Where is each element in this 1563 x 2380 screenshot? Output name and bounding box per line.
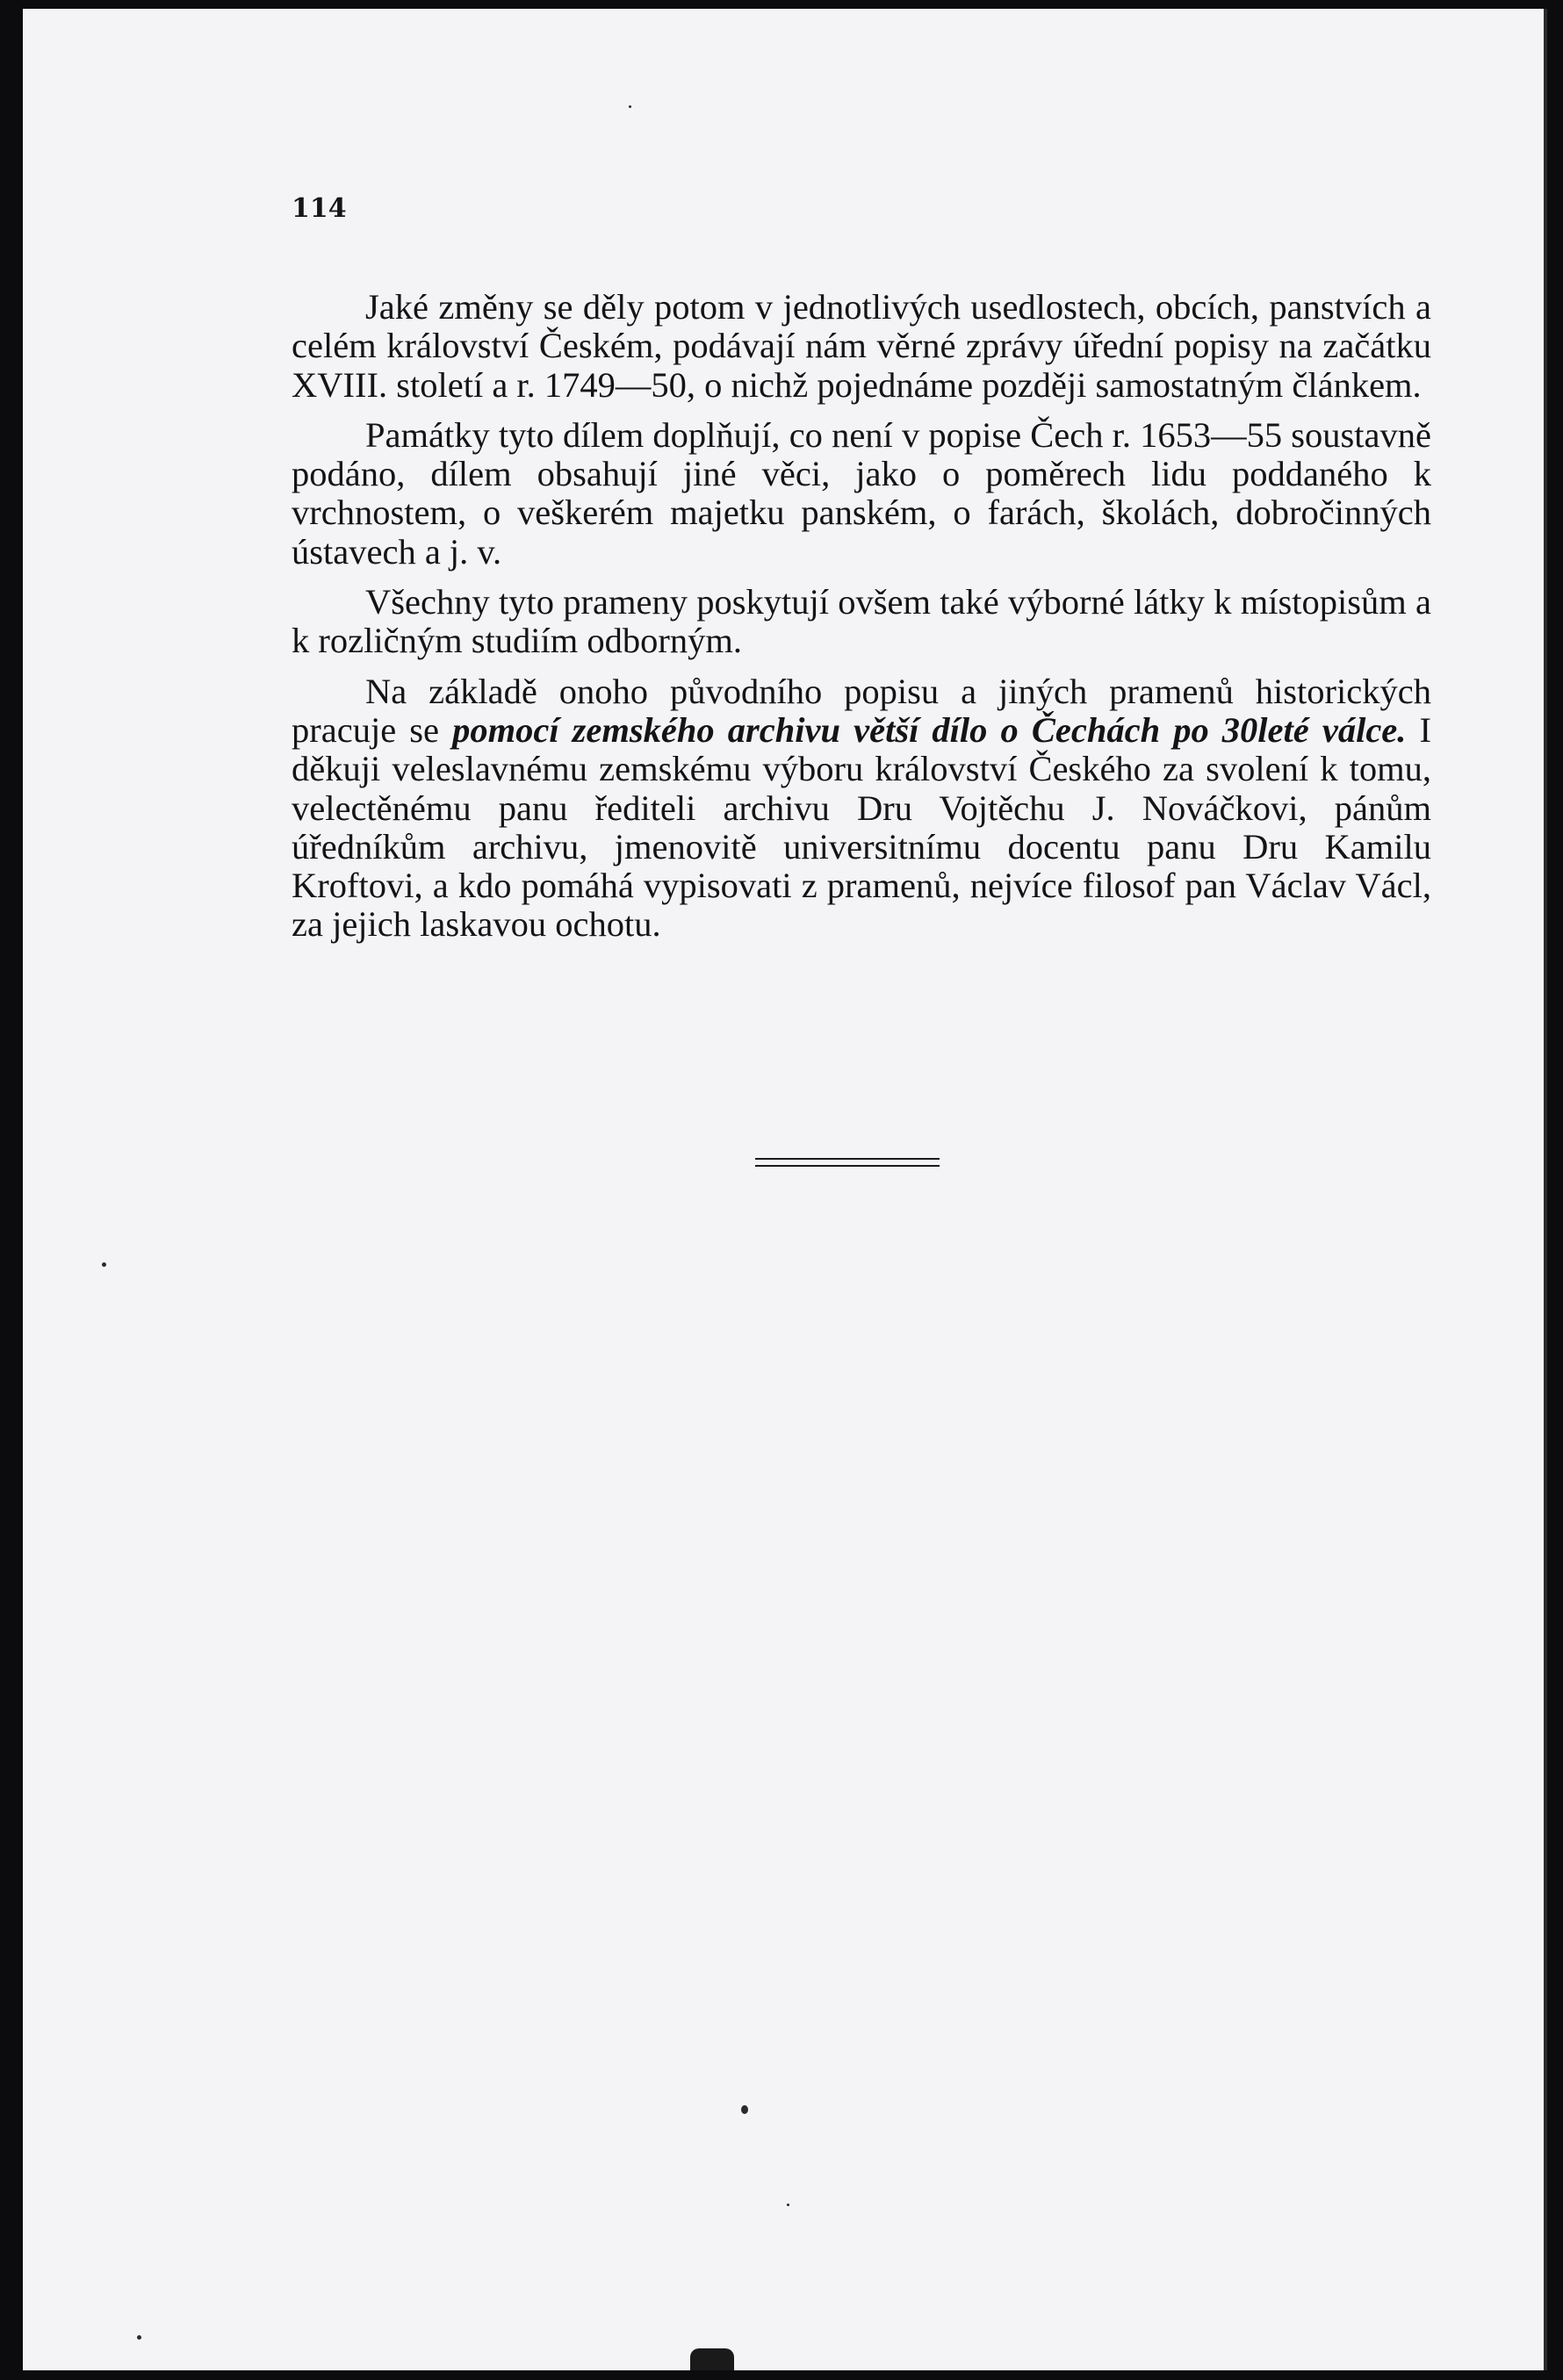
- paragraph-2: [292, 416, 1431, 572]
- paragraph-4-text-start: Na základě onoho původního popisu a jiných pramenů historických pracuje se: [292, 671, 1431, 750]
- page-number: 114: [292, 193, 347, 224]
- paragraph-1: [292, 288, 1431, 405]
- scan-speck: [787, 2204, 789, 2206]
- section-divider-bottom: [755, 1165, 940, 1167]
- section-divider-top: [755, 1158, 940, 1160]
- paragraph-1-text: Jaké změny se děly potom v jednotlivých usedlostech, obcích, panstvích a celém království Českém, podávají nám věrné zprávy úřední popisy na začátku XVIII. století a r. 1749—50, o nichž pojednáme později samostatným článkem.: [292, 287, 1431, 405]
- scan-speck: [741, 2105, 748, 2114]
- paragraph-4: [292, 672, 1431, 945]
- scan-speck: [629, 105, 631, 108]
- scan-binding-mark: [690, 2348, 734, 2370]
- paragraph-3: [292, 583, 1431, 661]
- paragraph-4-text-end: I děkuji veleslavnému zemskému výboru království Českého za svolení k tomu, velectěnému panu řediteli archivu Dru Vojtěchu J. Nováčkovi, pánům úředníkům archivu, jmenovitě universitnímu docentu panu Dru Kamilu Kroftovi, a kdo pomáhá vypisovati z pramenů, nejvíce filosof pan Václav Václ, za jejich laskavou ochotu.: [292, 709, 1431, 945]
- scan-edge-shadow: [1544, 9, 1547, 2370]
- body-text: [292, 288, 1431, 956]
- scan-speck: [102, 1262, 106, 1267]
- scan-speck: [137, 2335, 141, 2340]
- paragraph-3-text: Všechny tyto prameny poskytují ovšem také výborné látky k místopisům a k rozličným studiím odborným.: [292, 582, 1431, 661]
- paragraph-2-text: Památky tyto dílem doplňují, co není v popise Čech r. 1653—55 soustavně podáno, dílem obsahují jiné věci, jako o poměrech lidu poddaného k vrchnostem, o veškerém majetku panském, o farách, školách, dobročinných ústavech a j. v.: [292, 414, 1431, 572]
- scanned-page: [23, 9, 1547, 2370]
- paragraph-4-italic-phrase: pomocí zemského archivu větší dílo o Čechách po 30leté válce.: [452, 709, 1407, 750]
